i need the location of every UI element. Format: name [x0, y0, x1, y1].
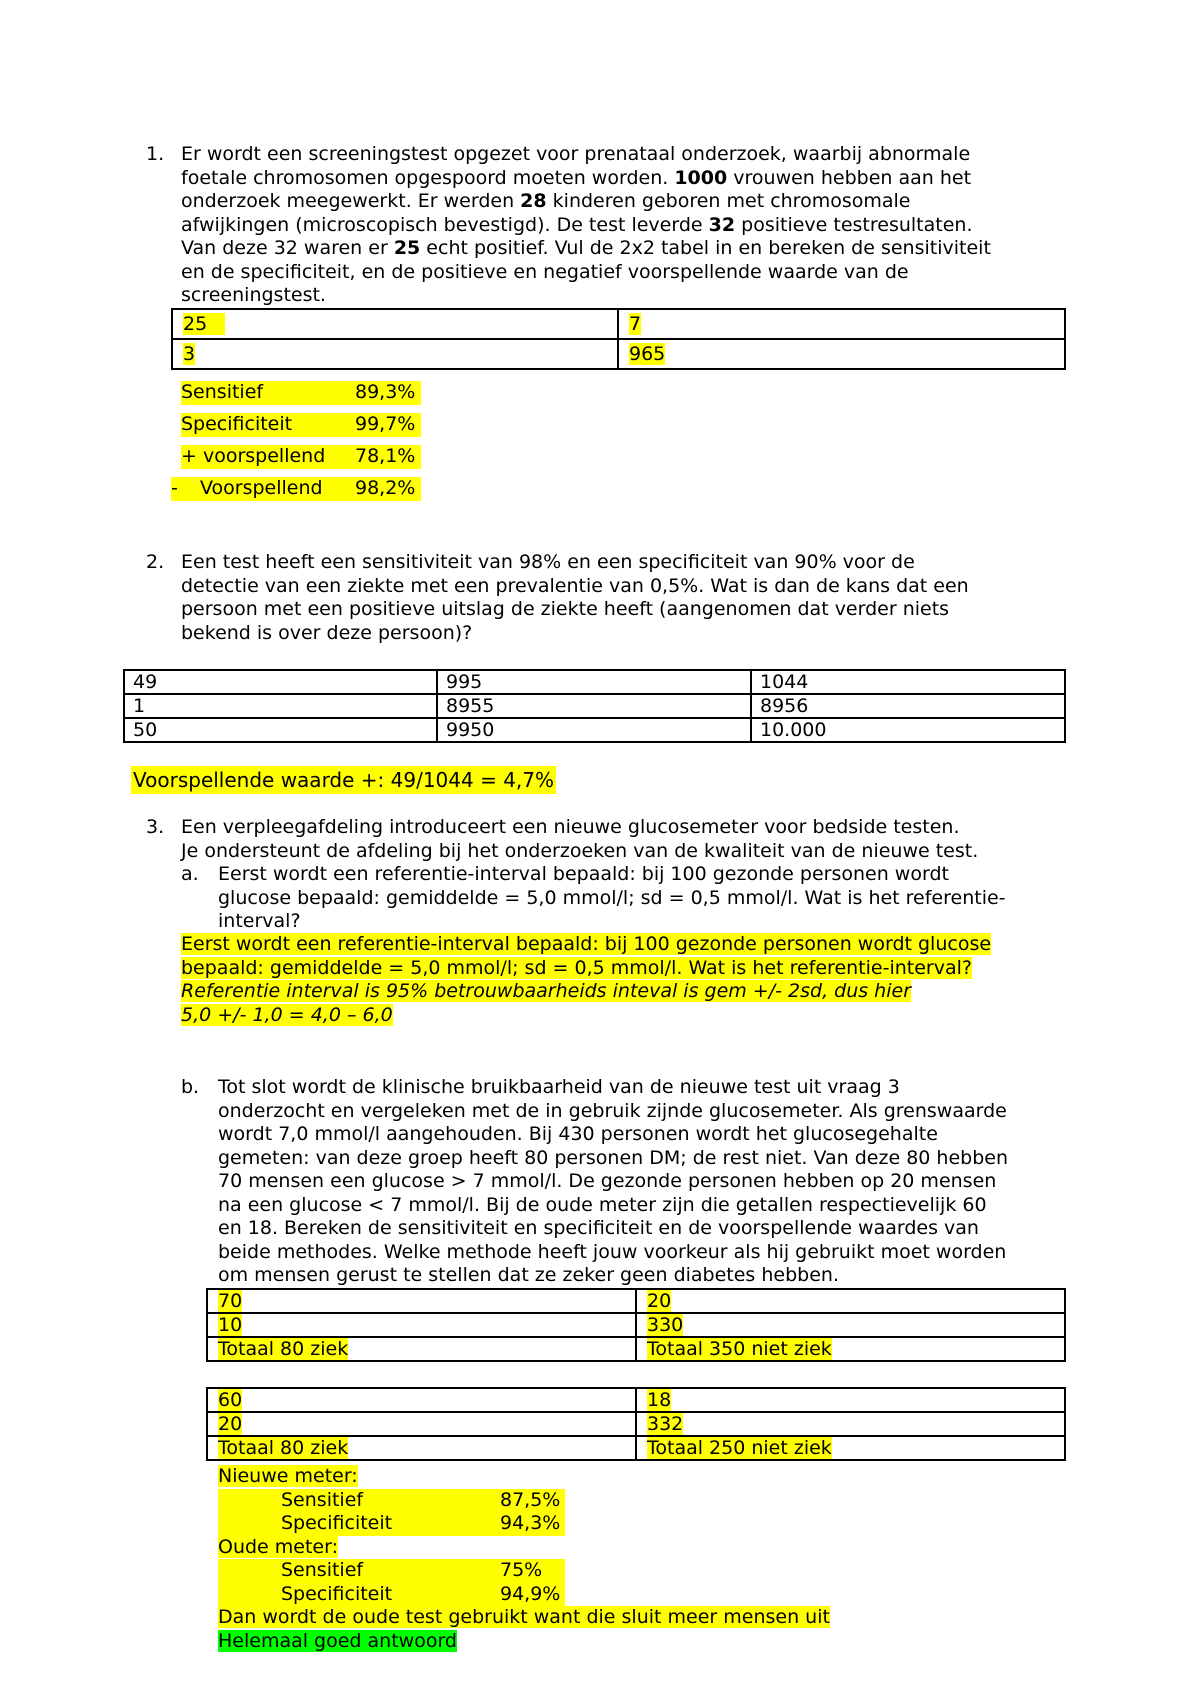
q3-line: Een verpleegafdeling introduceert een nieuwe glucosemeter voor bedside testen. — [181, 816, 960, 838]
q1-table — [171, 308, 1066, 370]
table-cell: 330 — [636, 1313, 1065, 1337]
q3a-answer — [181, 933, 1081, 1027]
table-cell: 60 — [207, 1388, 636, 1412]
table-cell: 18 — [636, 1388, 1065, 1412]
table-cell: Totaal 80 ziek — [207, 1436, 636, 1460]
q3b-letter: b. — [181, 1076, 200, 1098]
q3-line: Je ondersteunt de afdeling bij het onderzoeken van de kwaliteit van de nieuwe test. — [181, 839, 979, 862]
result-row: Sensitief 75% — [218, 1559, 565, 1583]
q2-line: Een test heeft een sensitiviteit van 98% en een specificiteit van 90% voor de — [181, 551, 915, 573]
q3b-line: na een glucose < 7 mmol/l. Bij de oude meter zijn die getallen respectievelijk 60 — [218, 1193, 987, 1216]
q1-line: Van deze 32 waren er 25 echt positief. Vul de 2x2 tabel in en bereken de sensitiviteit — [181, 237, 991, 259]
table-cell: Totaal 80 ziek — [207, 1337, 636, 1361]
result-row: Specificiteit 99,7% — [181, 413, 421, 437]
table-row — [124, 694, 1065, 718]
answer-line: Referentie interval is 95% betrouwbaarheids inteval is gem +/- 2sd, dus hier — [181, 980, 912, 1002]
q3b-line: wordt 7,0 mmol/l aangehouden. Bij 430 personen wordt het glucosegehalte — [218, 1123, 938, 1145]
q3b-line: en 18. Bereken de sensitiviteit en specificiteit en de voorspellende waardes van — [218, 1217, 979, 1239]
result-row: Specificiteit 94,3% — [218, 1512, 565, 1536]
table-cell: 70 — [207, 1289, 636, 1313]
q3b-table-new — [206, 1288, 1066, 1362]
table-row — [172, 339, 1065, 369]
q3a-line: interval? — [218, 910, 301, 932]
feedback: Helemaal goed antwoord — [218, 1629, 457, 1652]
table-cell: 332 — [636, 1412, 1065, 1436]
q3b-text — [218, 1076, 1098, 1288]
result-row: Sensitief 89,3% — [181, 381, 421, 405]
table-cell: 1 — [124, 694, 437, 718]
q2-answer: Voorspellende waarde +: 49/1044 = 4,7% — [133, 768, 555, 792]
table-cell: 965 — [618, 339, 1065, 369]
q2-table — [123, 669, 1066, 743]
q3a-text — [218, 863, 1098, 934]
q3a-line: glucose bepaald: gemiddelde = 5,0 mmol/l; sd = 0,5 mmol/l. Wat is het referentie- — [218, 886, 1006, 909]
answer-line: Eerst wordt een referentie-interval bepaald: bij 100 gezonde personen wordt glucose — [181, 933, 992, 955]
new-meter-heading: Nieuwe meter: — [218, 1465, 358, 1487]
q3b-line: beide methodes. Welke methode heeft jouw voorkeur als hij gebruikt moet worden — [218, 1240, 1007, 1263]
q2-line: persoon met een positieve uitslag de ziekte heeft (aangenomen dat verder niets — [181, 598, 950, 620]
table-row — [207, 1337, 1065, 1361]
table-row — [207, 1412, 1065, 1436]
table-cell: 8956 — [751, 694, 1065, 718]
table-cell: 10 — [207, 1313, 636, 1337]
q3a-letter: a. — [181, 863, 199, 885]
table-row — [207, 1436, 1065, 1460]
q3b-line: om mensen gerust te stellen dat ze zeker geen diabetes hebben. — [218, 1264, 839, 1286]
q1-line: afwijkingen (microscopisch bevestigd). De test leverde 32 positieve testresultaten. — [181, 213, 973, 236]
q3b-table-old — [206, 1387, 1066, 1461]
q1-text — [181, 143, 1081, 308]
q1-line: screeningstest. — [181, 284, 326, 306]
result-row: + voorspellend 78,1% — [181, 445, 421, 469]
result-row: Sensitief 87,5% — [218, 1489, 565, 1513]
table-cell: Totaal 350 niet ziek — [636, 1337, 1065, 1361]
table-cell: 50 — [124, 718, 437, 742]
table-cell: 1044 — [751, 670, 1065, 694]
table-cell: 49 — [124, 670, 437, 694]
q3b-line: onderzocht en vergeleken met de in gebruik zijnde glucosemeter. Als grenswaarde — [218, 1099, 1007, 1122]
result-row: - Voorspellend 98,2% — [171, 477, 421, 501]
q3a-line: Eerst wordt een referentie-interval bepaald: bij 100 gezonde personen wordt — [218, 863, 949, 885]
q1-number: 1. — [146, 143, 165, 165]
q1-line: onderzoek meegewerkt. Er werden 28 kinderen geboren met chromosomale — [181, 190, 911, 212]
table-row — [124, 718, 1065, 742]
q2-line: bekend is over deze persoon)? — [181, 621, 473, 644]
table-cell: 20 — [207, 1412, 636, 1436]
q3-intro — [181, 816, 1081, 863]
q3b-line: Tot slot wordt de klinische bruikbaarheid van de nieuwe test uit vraag 3 — [218, 1076, 900, 1098]
table-cell: Totaal 250 niet ziek — [636, 1436, 1065, 1460]
table-cell: 7 — [618, 309, 1065, 339]
result-row: Specificiteit 94,9% — [218, 1583, 565, 1607]
table-cell: 10.000 — [751, 718, 1065, 742]
q2-line: detectie van een ziekte met een prevalentie van 0,5%. Wat is dan de kans dat een — [181, 574, 969, 597]
q3b-line: 70 mensen een glucose > 7 mmol/l. De gezonde personen hebben op 20 mensen — [218, 1170, 997, 1192]
q1-line: Er wordt een screeningstest opgezet voor prenataal onderzoek, waarbij abnormale — [181, 143, 971, 165]
q2-number: 2. — [146, 551, 165, 573]
table-cell: 3 — [172, 339, 618, 369]
old-meter-heading: Oude meter: — [218, 1535, 339, 1558]
table-row — [207, 1388, 1065, 1412]
conclusion: Dan wordt de oude test gebruikt want die sluit meer mensen uit — [218, 1606, 830, 1628]
q3-number: 3. — [146, 816, 165, 838]
table-row — [124, 670, 1065, 694]
table-cell: 8955 — [437, 694, 751, 718]
q2-text — [181, 551, 1081, 645]
table-row — [207, 1289, 1065, 1313]
answer-line: bepaald: gemiddelde = 5,0 mmol/l; sd = 0,5 mmol/l. Wat is het referentie-interval? — [181, 956, 972, 979]
q1-line: en de specificiteit, en de positieve en negatief voorspellende waarde van de — [181, 260, 909, 283]
q1-line: foetale chromosomen opgespoord moeten worden. 1000 vrouwen hebben aan het — [181, 166, 972, 189]
table-row — [172, 309, 1065, 339]
table-row — [207, 1313, 1065, 1337]
table-cell: 995 — [437, 670, 751, 694]
answer-line: 5,0 +/- 1,0 = 4,0 – 6,0 — [181, 1003, 393, 1026]
table-cell: 9950 — [437, 718, 751, 742]
table-cell: 25 — [172, 309, 618, 339]
table-cell: 20 — [636, 1289, 1065, 1313]
q3b-line: gemeten: van deze groep heeft 80 personen DM; de rest niet. Van deze 80 hebben — [218, 1146, 1009, 1169]
